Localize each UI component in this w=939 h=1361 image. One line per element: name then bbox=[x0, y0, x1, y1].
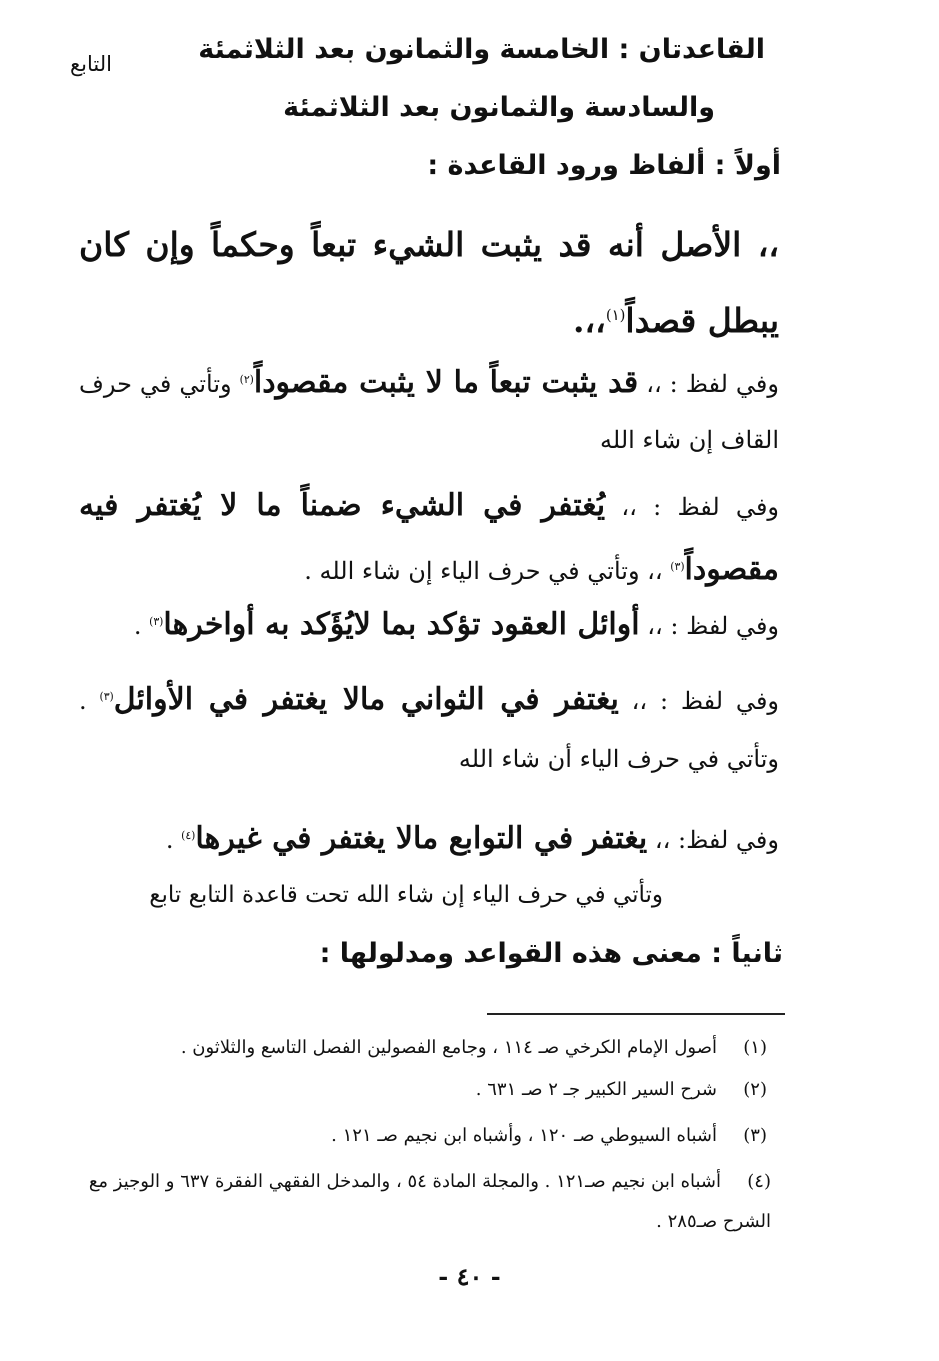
section-heading-meaning: ثانياً : معنى هذه القواعد ومدلولها : bbox=[319, 938, 783, 969]
footnote-1-text: أصول الإمام الكرخي صـ ١١٤ ، وجامع الفصولين الفصل التاسع والثلاثون . bbox=[180, 1037, 717, 1058]
footnote-1 bbox=[77, 1028, 767, 1068]
variant-4-note: (٣) bbox=[99, 690, 114, 703]
variant-5-text: يغتفر في التوابع مالا يغتفر في غيرها bbox=[195, 821, 648, 856]
variant-5-prefix: وفي لفظ: ،، bbox=[654, 826, 779, 854]
variant-1-note: (٢) bbox=[239, 373, 254, 386]
closing-note: وتأتي في حرف الياء إن شاء الله تحت قاعدة التابع تابع bbox=[149, 882, 663, 908]
variant-2 bbox=[79, 476, 779, 601]
variant-1-text: قد يثبت تبعاً ما لا يثبت مقصوداً bbox=[253, 365, 639, 400]
variant-2-note: (٣) bbox=[670, 560, 685, 573]
main-rule-text bbox=[79, 210, 779, 356]
section-heading-wordings: أولاً : ألفاظ ورود القاعدة : bbox=[427, 150, 781, 181]
variant-4 bbox=[79, 668, 779, 788]
footnote-3 bbox=[77, 1116, 767, 1156]
variant-3-suffix: . bbox=[133, 612, 142, 640]
main-rule-close: ،،. bbox=[573, 301, 606, 340]
rule-title-line-1: القاعدتان : الخامسة والثمانون بعد الثلاثمئة bbox=[198, 34, 765, 65]
footnote-3-text: أشباه السيوطي صـ ١٢٠ ، وأشباه ابن نجيم صـ ١٢١ . bbox=[331, 1125, 717, 1146]
variant-1-prefix: وفي لفظ : ،، bbox=[646, 370, 779, 398]
variant-5 bbox=[79, 808, 779, 868]
footnote-4-text: أشباه ابن نجيم صـ١٢١ . والمجلة المادة ٥٤ ، والمدخل الفقهي الفقرة ٦٣٧ و الوجيز مع الشرح صـ٢٨٥ . bbox=[88, 1171, 771, 1232]
footnote-2 bbox=[77, 1070, 767, 1110]
variant-3-note: (٣) bbox=[149, 615, 164, 628]
footnote-3-number: (٣) bbox=[743, 1125, 767, 1146]
rule-title-line-2: والسادسة والثمانون بعد الثلاثمئة bbox=[283, 92, 715, 123]
footnote-1-number: (١) bbox=[743, 1037, 767, 1058]
footnote-ref-1: (١) bbox=[605, 306, 626, 324]
footnote-4 bbox=[71, 1162, 771, 1242]
page-number: - ٤٠ - bbox=[438, 1262, 501, 1291]
variant-3-prefix: وفي لفظ : ،، bbox=[647, 612, 779, 640]
main-rule-body: ،، الأصل أنه قد يثبت الشيء تبعاً وحكماً وإن كان يبطل قصداً bbox=[79, 225, 779, 340]
footnote-2-text: شرح السير الكبير جـ ٢ صـ ٦٣١ . bbox=[475, 1079, 717, 1100]
variant-2-text: يُغتفر في الشيء ضمناً ما لا يُغتفر فيه مقصوداً bbox=[79, 488, 779, 587]
footnote-2-number: (٢) bbox=[743, 1079, 767, 1100]
variant-3 bbox=[79, 594, 779, 654]
variant-5-note: (٤) bbox=[181, 829, 196, 842]
running-head: التابع bbox=[70, 52, 112, 76]
variant-1-suffix: وتأتي في حرف القاف إن شاء الله bbox=[79, 370, 779, 454]
footnote-4-number: (٤) bbox=[747, 1171, 771, 1192]
variant-4-prefix: وفي لفظ : ،، bbox=[631, 687, 780, 715]
variant-3-text: أوائل العقود تؤكد بما لايُؤَكد به أواخرها bbox=[163, 607, 640, 642]
footnote-separator bbox=[487, 1013, 785, 1015]
variant-2-prefix: وفي لفظ : ،، bbox=[621, 493, 780, 521]
variant-1 bbox=[79, 352, 779, 468]
variant-2-suffix: ،، وتأتي في حرف الياء إن شاء الله . bbox=[304, 557, 663, 585]
variant-4-suffix: . وتأتي في حرف الياء أن شاء الله bbox=[79, 687, 779, 773]
variant-5-suffix: . bbox=[165, 826, 174, 854]
variant-4-text: يغتفر في الثواني مالا يغتفر في الأوائل bbox=[113, 682, 619, 717]
